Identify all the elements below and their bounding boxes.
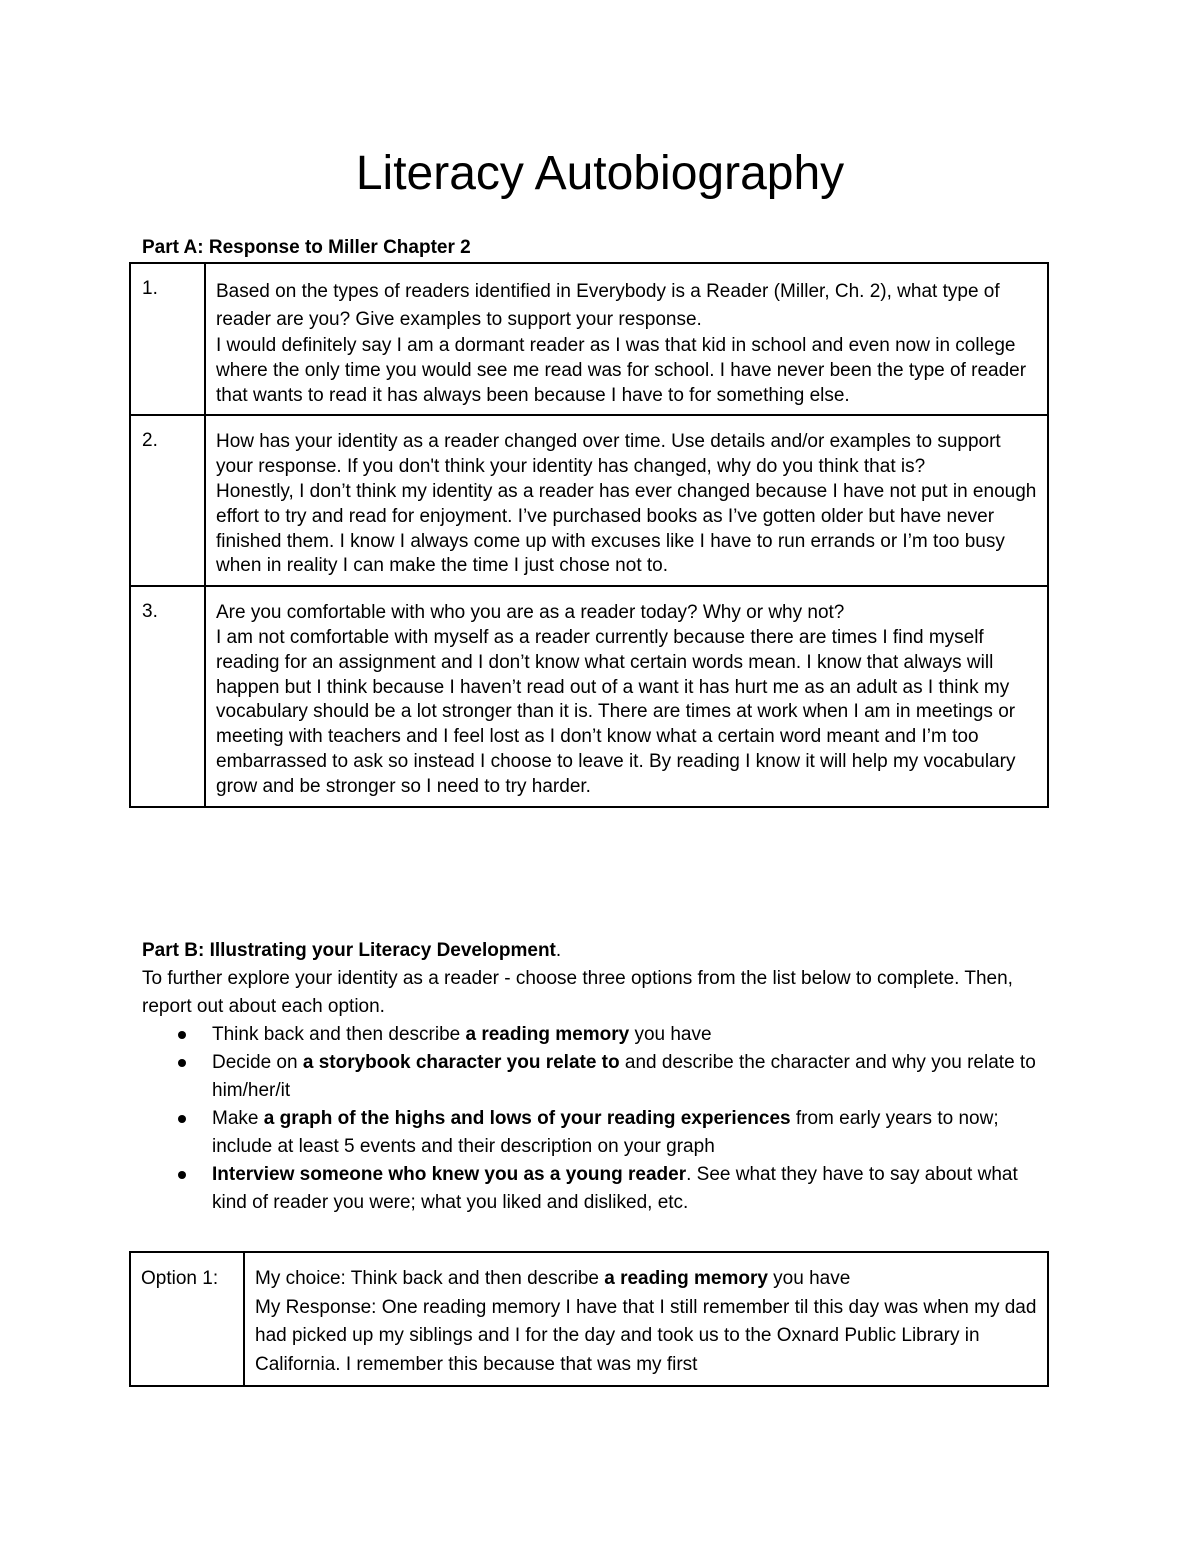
option-after: and describe the character and why you relate to him/her/it xyxy=(212,1052,1036,1101)
choice-bold: a reading memory xyxy=(604,1268,768,1289)
option-before: Think back and then describe xyxy=(212,1024,466,1045)
choice-prefix: My choice: Think back and then describe xyxy=(255,1268,605,1289)
table-row xyxy=(130,1252,1048,1386)
part-b-heading xyxy=(142,937,1057,965)
option-after: you have xyxy=(629,1024,712,1045)
row-content xyxy=(205,586,1048,806)
bullet-icon xyxy=(178,1031,186,1039)
option-response: My Response: One reading memory I have that I still remember til this day was when my dad had picked up my siblings and I for the day and took us to the Oxnard Public Library in California. I remember this because that was my first xyxy=(255,1296,1037,1375)
choice-suffix: you have xyxy=(767,1268,851,1289)
option-after: . See what they have to say about what kind of reader you were; what you liked and disliked, etc. xyxy=(212,1164,1018,1213)
option-bold: Interview someone who knew you as a young reader xyxy=(212,1164,687,1185)
list-item xyxy=(142,1105,1057,1161)
row-content xyxy=(205,415,1048,586)
option-after: from early years to now; include at least 5 events and their description on your graph xyxy=(212,1108,999,1157)
option-content xyxy=(244,1252,1048,1386)
row-number: 2. xyxy=(130,415,205,586)
list-item xyxy=(142,1021,1057,1049)
bullet-icon xyxy=(178,1171,186,1179)
answer-text: I am not comfortable with myself as a reader currently because there are times I find myself reading for an assignment and I don’t know what certain words mean. I know that always will happen but I think because I haven’t read out of a want it has hurt me as an adult as I think my vocabulary should be a lot stronger than it is. There are times at work when I am in meetings or meeting with teachers and I feel lost as I don’t know what a certain word meant and I’m too embarrassed to ask so instead I choose to leave it. By reading I know it will help my vocabulary grow and be stronger so I need to try harder. xyxy=(216,626,1016,797)
option-bold: a reading memory xyxy=(465,1024,630,1045)
part-b-intro: To further explore your identity as a reader - choose three options from the list below to complete. Then, report out about each option. xyxy=(142,968,1013,1017)
list-item xyxy=(142,1049,1057,1105)
question-text: How has your identity as a reader changed over time. Use details and/or examples to support your response. If you don't think your identity has changed, why do you think that is? xyxy=(216,431,1001,478)
part-a-heading: Part A: Response to Miller Chapter 2 xyxy=(142,237,471,258)
table-row xyxy=(130,415,1048,586)
row-number: 1. xyxy=(130,263,205,415)
option-bold: a graph of the highs and lows of your reading experiences xyxy=(263,1108,791,1129)
part-b-section xyxy=(142,937,1057,1217)
option-table xyxy=(129,1251,1049,1387)
page-title: Literacy Autobiography xyxy=(355,147,845,200)
row-content xyxy=(205,263,1048,415)
table-row xyxy=(130,586,1048,806)
option-label: Option 1: xyxy=(130,1252,244,1386)
answer-text: I would definitely say I am a dormant reader as I was that kid in school and even now in college where the only time you would see me read was for school. I have never been the type of reader that wants to read it has always been because I have to for something else. xyxy=(216,335,1027,406)
option-before: Make xyxy=(212,1108,264,1129)
answer-text: Honestly, I don’t think my identity as a reader has ever changed because I have not put in enough effort to try and read for enjoyment. I’ve purchased books as I’ve gotten older but have never finished them. I know I always come up with excuses like I have to run errands or I’m too busy when in reality I can make the time I just chose not to. xyxy=(216,480,1037,577)
table-row xyxy=(130,263,1048,415)
bullet-icon xyxy=(178,1059,186,1067)
option-bold: a storybook character you relate to xyxy=(302,1052,620,1073)
part-b-heading-punct: . xyxy=(555,940,562,961)
question-text: Are you comfortable with who you are as a reader today? Why or why not? xyxy=(216,602,845,624)
list-item xyxy=(142,1161,1057,1217)
row-number: 3. xyxy=(130,586,205,806)
options-list xyxy=(142,1021,1057,1217)
bullet-icon xyxy=(178,1115,186,1123)
part-b-heading-text: Part B: Illustrating your Literacy Development xyxy=(142,940,556,961)
part-a-table xyxy=(129,262,1049,808)
option-before: Decide on xyxy=(212,1052,303,1073)
question-text: Based on the types of readers identified in Everybody is a Reader (Miller, Ch. 2), what type of reader are you? Give examples to support your response. xyxy=(216,281,1000,330)
option-choice xyxy=(255,1265,1037,1294)
